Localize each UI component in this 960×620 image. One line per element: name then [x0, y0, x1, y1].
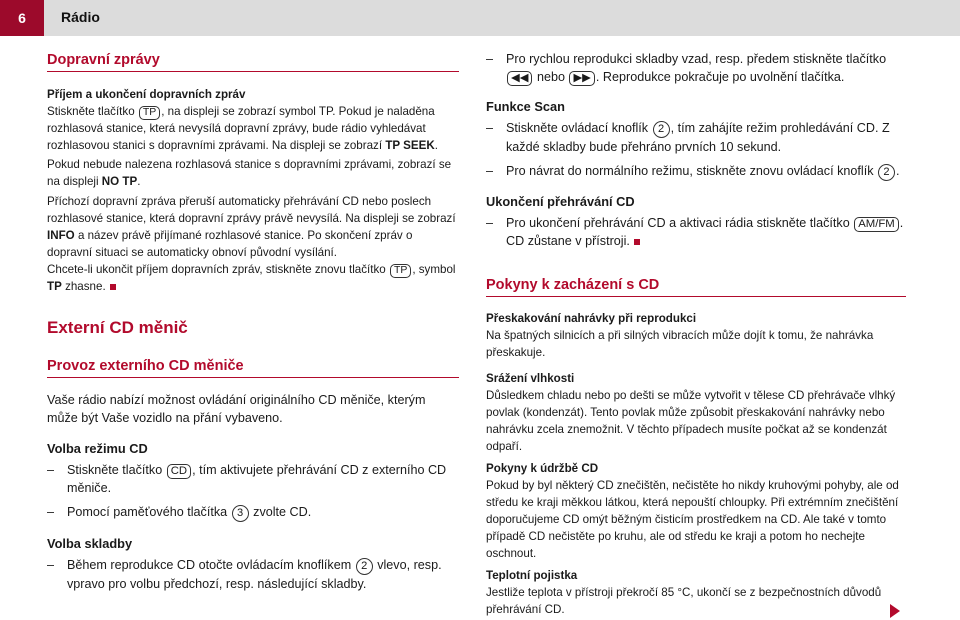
control-knob-2: 2: [356, 558, 373, 575]
paragraph-preskakovani: Přeskakování nahrávky při reprodukci Na špatných silnicích a při silných vibracích může dojít k tomu, že nahrávka přeskakuje.: [486, 312, 874, 359]
paragraph-tp-receive: Příjem a ukončení dopravních zpráv Stiskněte tlačítko TP , na displeji se zobrazí symbol TP. Pokud je naladěna rozhlasová stanice, která nevysílá dopravní zprávy, bude rádio vyhledávat rozhlasovou stanici s dopravními zprávami. Na displeji se zobrazí TP SEEK.: [47, 86, 459, 154]
paragraph-no-tp: Pokud nebude nalezena rozhlasová stanice s dopravními zprávami, zobrazí se na displeji NO TP.: [47, 158, 452, 188]
subheading-volba-skladby: Volba skladby: [47, 536, 133, 551]
control-knob-2: 2: [878, 164, 895, 181]
heading-dopravni-zpravy: Dopravní zprávy: [47, 52, 160, 68]
list-item: – Pomocí paměťového tlačítka 3 zvolte CD.: [47, 503, 459, 522]
page-number: 6: [0, 0, 44, 36]
heading-pokyny: Pokyny k zacházení s CD: [486, 277, 660, 293]
cd-key: CD: [167, 464, 191, 479]
paragraph-udrzba: Pokyny k údržbě CD Pokud by byl některý CD znečištěn, nečistěte ho nikdy kruhovými pohyby, ale od středu ke kraji měkkou látkou, která nepouští chloupky. Při extrémním znečištění doporučujeme CD omýt běžným čisticím prostředkem na CD. Ale také v tomto případě CD nečistěte po kruhu, ale od středu ke kraji a potom ho nechejte oschnout.: [486, 462, 899, 560]
tp-key: TP: [139, 106, 160, 120]
paragraph-tp-end: Chcete-li ukončit příjem dopravních zpráv, stiskněte znovu tlačítko TP , symbol TP zhasne.: [47, 263, 456, 293]
list-item: – Pro rychlou reprodukci skladby vzad, resp. předem stiskněte tlačítko ◀◀ nebo ▶▶ . Reprodukce pokračuje po uvolnění tlačítka.: [486, 50, 906, 86]
paragraph-info: Příchozí dopravní zpráva přeruší automaticky přehrávání CD nebo poslech rozhlasové stanice, která dopravní zprávy právě nevysílá. Na displeji se zobrazí INFO a název právě přijímané rozhlasové stanice. Po skončení zpráv o dopravní situaci se automaticky obnoví původní vysílání.: [47, 195, 456, 259]
top-bar: [0, 0, 960, 36]
paragraph-cd-changer: Vaše rádio nabízí možnost ovládání originálního CD měniče, kterým může být Vaše vozidlo na přání vybaveno.: [47, 393, 426, 425]
end-square-icon: [110, 284, 116, 290]
subheading-ukonceni: Ukončení přehrávání CD: [486, 194, 635, 209]
list-item: – Pro ukončení přehrávání CD a aktivaci rádia stiskněte tlačítko AM/FM . CD zůstane v přístroji.: [486, 214, 906, 250]
subheading-prijem: Příjem a ukončení dopravních zpráv: [47, 88, 246, 101]
subheading-volba-rezimu: Volba režimu CD: [47, 441, 148, 456]
subheading-funkce-scan: Funkce Scan: [486, 99, 565, 114]
heading-underline: [486, 296, 906, 297]
fast-forward-icon: ▶▶: [569, 71, 594, 86]
tp-key: TP: [390, 264, 411, 278]
list-item: – Stiskněte ovládací knoflík 2 , tím zahájíte režim prohledávání CD. Z každé skladby bude přehráno prvních 10 sekund.: [486, 119, 906, 156]
heading-externi-cd: Externí CD měnič: [47, 318, 188, 337]
heading-underline: [47, 71, 459, 72]
heading-provoz: Provoz externího CD měniče: [47, 358, 244, 374]
control-knob-2: 2: [653, 121, 670, 138]
list-item: – Během reprodukce CD otočte ovládacím knoflíkem 2 vlevo, resp. vpravo pro volbu předchozí, resp. následující skladby.: [47, 556, 459, 593]
am-fm-key: AM/FM: [854, 217, 899, 232]
heading-underline: [47, 377, 459, 378]
list-item: – Pro návrat do normálního režimu, stiskněte znovu ovládací knoflík 2 .: [486, 162, 906, 181]
paragraph-vlhkost: Srážení vlhkosti Důsledkem chladu nebo po dešti se může vytvořit v tělese CD přehrávače vlhký povlak (kondenzát). Tento povlak může způsobit přeskakování nahrávky nebo nahrávku zcela znemožnit. V těchto případech musíte počkat až se kondenzát odpaří.: [486, 372, 896, 453]
rewind-icon: ◀◀: [507, 71, 532, 86]
section-title: Rádio: [61, 9, 100, 25]
end-square-icon: [634, 239, 640, 245]
next-page-arrow-icon: [890, 604, 900, 618]
paragraph-pojistka: Teplotní pojistka Jestliže teplota v přístroji překročí 85 °C, ukončí se z bezpečnostních důvodů přehrávání CD.: [486, 569, 882, 616]
memory-button-3: 3: [232, 505, 249, 522]
list-item: – Stiskněte tlačítko CD , tím aktivujete přehrávání CD z externího CD měniče.: [47, 461, 459, 497]
